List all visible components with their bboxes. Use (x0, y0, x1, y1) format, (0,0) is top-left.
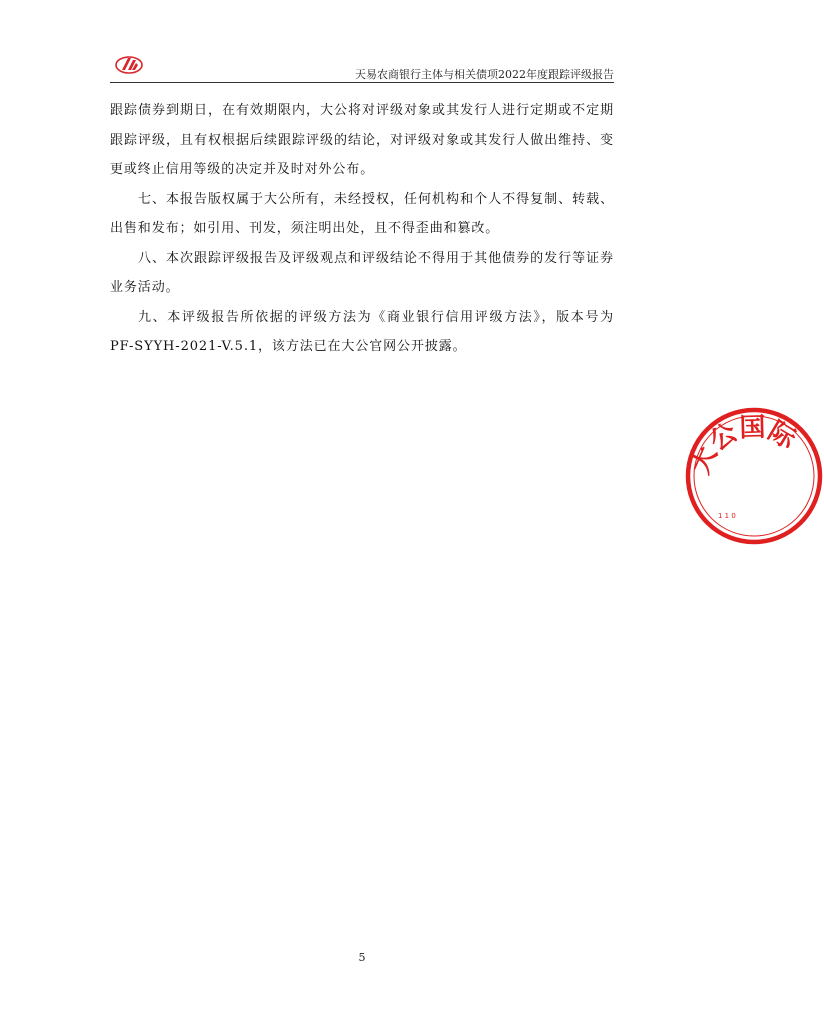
svg-text:大公国际: 大公国际 (685, 412, 801, 479)
paragraph-usage-restriction: 八、本次跟踪评级报告及评级观点和评级结论不得用于其他债券的发行等证券业务活动。 (110, 250, 614, 295)
paragraph-rating-methodology: 九、本评级报告所依据的评级方法为《商业银行信用评级方法》，版本号为PF-SYYH-2021-V.5.1，该方法已在大公官网公开披露。 (110, 309, 614, 354)
dagong-logo-icon (114, 55, 144, 75)
page-number: 5 (358, 951, 366, 964)
report-body (110, 96, 614, 362)
svg-text:1 1 0: 1 1 0 (718, 512, 736, 520)
company-seal-stamp (684, 406, 824, 546)
header-divider (110, 82, 614, 83)
paragraph-tracking-rating: 跟踪债券到期日，在有效期限内，大公将对评级对象或其发行人进行定期或不定期跟踪评级，且有权根据后续跟踪评级的结论，对评级对象或其发行人做出维持、变更或终止信用等级的决定并及时对外公布。 (110, 103, 614, 177)
paragraph-copyright: 七、本报告版权属于大公所有，未经授权，任何机构和个人不得复制、转载、出售和发布；如引用、刊发，须注明出处，且不得歪曲和篡改。 (110, 191, 614, 236)
report-header-title: 天易农商银行主体与相关债项2022年度跟踪评级报告 (355, 68, 614, 81)
